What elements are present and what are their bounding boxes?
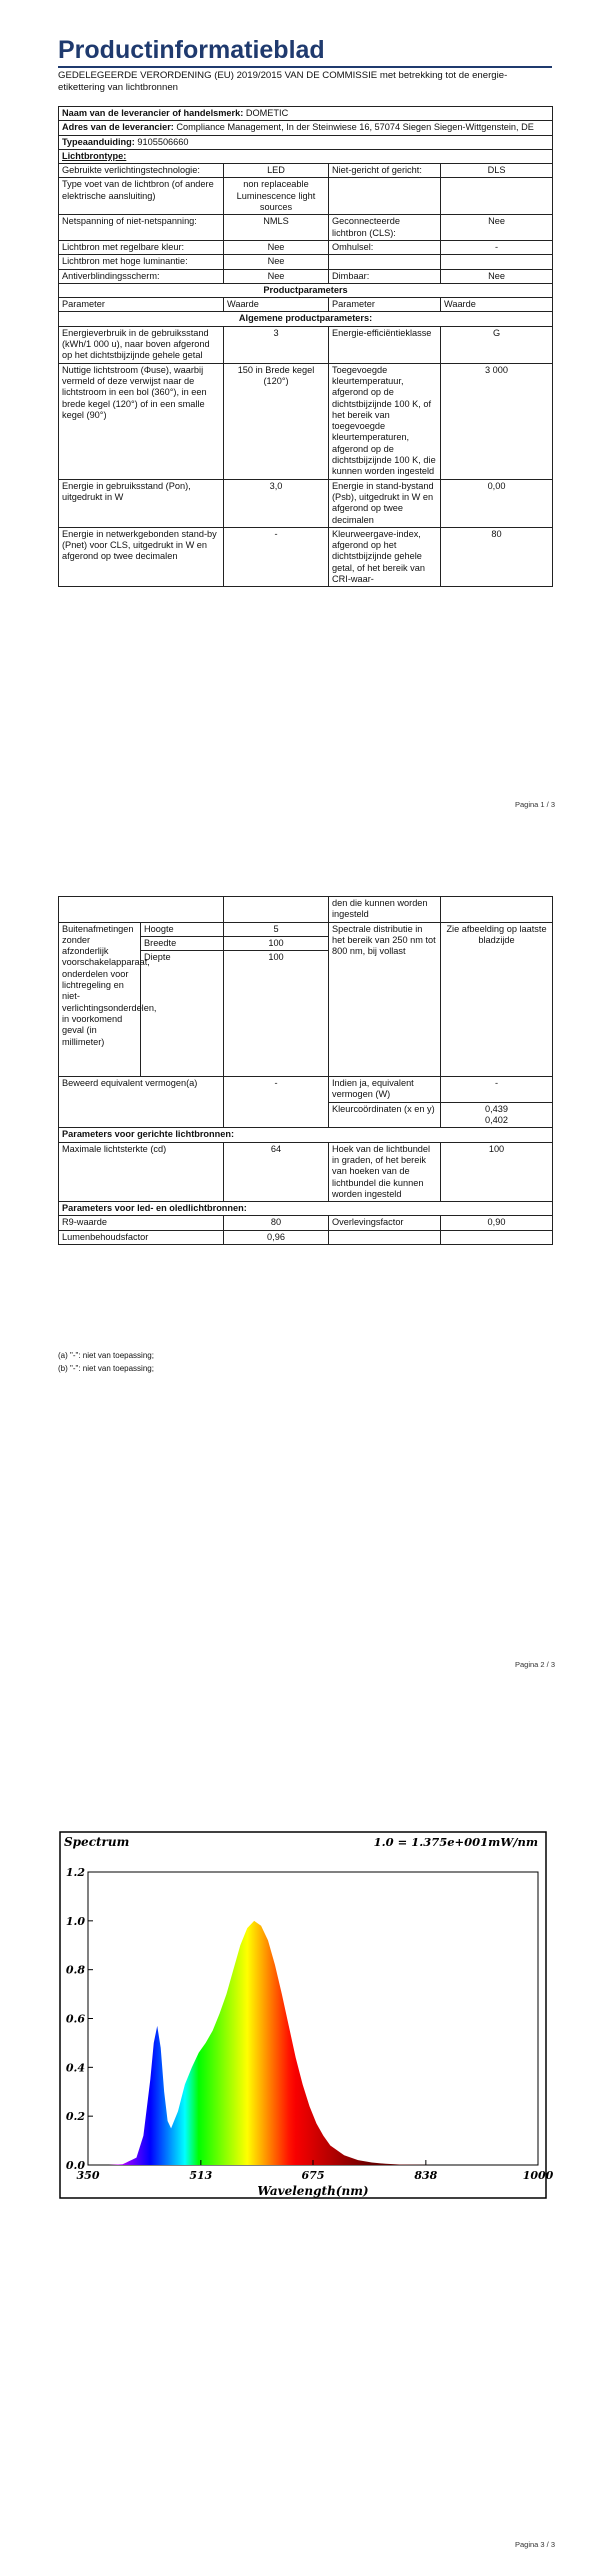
carry-text: den die kunnen worden ingesteld [329, 897, 441, 923]
type-value [441, 255, 553, 269]
chart-title: Spectrum [64, 1835, 130, 1849]
supplier-address-label: Adres van de leverancier: [62, 122, 174, 133]
type-row [59, 255, 553, 269]
param-value: 0,96 [224, 1230, 329, 1244]
carry-row [59, 897, 553, 923]
param-name [329, 1230, 441, 1244]
general-row [59, 527, 553, 586]
spectrum-chart [58, 1830, 554, 2200]
type-param: Omhulsel: [329, 240, 441, 254]
param-value: 64 [224, 1142, 329, 1201]
type-value: Nee [441, 215, 553, 241]
param-name: R9-waarde [59, 1216, 224, 1230]
type-value: DLS [441, 164, 553, 178]
equiv2-label: Indien ja, equivalent vermogen (W) [329, 1077, 441, 1103]
param-value: 0,00 [441, 479, 553, 527]
type-param: Dimbaar: [329, 269, 441, 283]
type-value [441, 178, 553, 215]
general-row [59, 326, 553, 363]
column-header-row [59, 298, 553, 312]
model-row [59, 135, 553, 149]
param-value: G [441, 326, 553, 363]
x-tick-label: 513 [189, 2169, 213, 2182]
dims-row [59, 922, 553, 936]
dim-name: Hoogte [141, 922, 224, 936]
param-name: Hoek van de lichtbundel in graden, of het bereik van hoeken van de lichtbundel die kunnen worden ingesteld [329, 1142, 441, 1201]
page-number: Pagina 1 / 3 [514, 800, 555, 809]
param-value: 3,0 [224, 479, 329, 527]
param-value: 3 [224, 326, 329, 363]
param-name: Overlevingsfactor [329, 1216, 441, 1230]
param-value [441, 1230, 553, 1244]
param-value: 0,90 [441, 1216, 553, 1230]
footnote-b: (b) "-": niet van toepassing; [58, 1364, 154, 1373]
page-number: Pagina 2 / 3 [514, 1660, 555, 1669]
column-header: Waarde [224, 298, 329, 312]
y-tick-label: 0.4 [65, 2061, 85, 2075]
led-header: Parameters voor led- en oledlichtbronnen: [59, 1202, 553, 1216]
y-tick-label: 1.0 [65, 1914, 85, 1928]
param-value: 3 000 [441, 363, 553, 479]
y-tick-label: 0.8 [65, 1963, 85, 1977]
y-tick-label: 0.2 [65, 2110, 85, 2124]
type-row [59, 164, 553, 178]
param-name: Lumenbehoudsfactor [59, 1230, 224, 1244]
param-name: Energie in netwerkgebonden stand-by (Pnet) voor CLS, uitgedrukt in W en afgerond op twee decimalen [59, 527, 224, 586]
lightsource-type-label: Lichtbrontype: [59, 149, 553, 163]
x-tick-label: 675 [301, 2169, 325, 2182]
page-2 [0, 880, 603, 1680]
spectrum-area [88, 1921, 538, 2165]
page-3 [0, 1760, 603, 2560]
spectral-value: Zie afbeelding op laatste bladzijde [441, 922, 553, 1077]
x-tick-label: 838 [414, 2169, 438, 2182]
param-name: Kleurweergave-index, afgerond op het dichtstbijzijnde gehele getal, of het bereik van CRI-waar- [329, 527, 441, 586]
type-param: Lichtbron met hoge luminantie: [59, 255, 224, 269]
regulation-text: GEDELEGEERDE VERORDENING (EU) 2019/2015 VAN DE COMMISSIE met betrekking tot de energie-etikettering van lichtbronnen [58, 70, 508, 93]
type-param [329, 178, 441, 215]
chroma-y: 0,402 [485, 1115, 508, 1126]
equiv-value: - [224, 1077, 329, 1128]
chroma-x: 0,439 [485, 1103, 508, 1114]
param-name: Energie in gebruiksstand (Pon), uitgedrukt in W [59, 479, 224, 527]
dim-value: 100 [224, 936, 329, 950]
type-param: Lichtbron met regelbare kleur: [59, 240, 224, 254]
chart-annotation: 1.0 = 1.375e+001mW/nm [373, 1835, 538, 1849]
model-value: 9105506660 [137, 136, 189, 147]
column-header: Waarde [441, 298, 553, 312]
x-tick-label: 350 [76, 2169, 100, 2182]
param-name: Maximale lichtsterkte (cd) [59, 1142, 224, 1201]
column-header: Parameter [329, 298, 441, 312]
model-label: Typeaanduiding: [62, 136, 135, 147]
type-value: LED [224, 164, 329, 178]
type-param: Antiverblindingsscherm: [59, 269, 224, 283]
page-1 [0, 0, 603, 820]
spectral-label: Spectrale distributie in het bereik van 250 nm tot 800 nm, bij vollast [329, 922, 441, 1077]
supplier-name-row [59, 107, 553, 121]
led-header-row [59, 1202, 553, 1216]
general-row [59, 479, 553, 527]
param-value: 150 in Brede kegel (120°) [224, 363, 329, 479]
led-row [59, 1216, 553, 1230]
x-axis-label: Wavelength(nm) [257, 2184, 369, 2198]
supplier-address-row [59, 121, 553, 135]
directional-header-row [59, 1128, 553, 1142]
lightsource-type-row [59, 149, 553, 163]
type-value: - [441, 240, 553, 254]
dims-label: Buitenafmetingen zonder afzonderlijk voorschakelapparaat, onderdelen voor lichtregeling en niet-verlichtingsonderdelen, in voorkomend geval (in millimeter) [59, 922, 141, 1077]
param-value: 100 [441, 1142, 553, 1201]
product-info-table-continued [58, 896, 553, 1245]
type-param: Gebruikte verlichtingstechnologie: [59, 164, 224, 178]
type-row [59, 215, 553, 241]
param-value: 80 [224, 1216, 329, 1230]
type-param: Geconnecteerde lichtbron (CLS): [329, 215, 441, 241]
type-row [59, 178, 553, 215]
general-header-row [59, 312, 553, 326]
param-name: Toegevoegde kleurtemperatuur, afgerond op de dichtstbijzijnde 100 K, of het bereik van toegevoegde kleurtemperaturen, afgerond op de dichtstbijzijnde 100 K, die kunnen worden ingesteld [329, 363, 441, 479]
dim-name: Breedte [141, 936, 224, 950]
param-name: Nuttige lichtstroom (Φuse), waarbij vermeld of deze verwijst naar de lichtstroom in een bol (360°), in een brede kegel (120°) of in een smalle kegel (90°) [59, 363, 224, 479]
type-value: Nee [224, 255, 329, 269]
x-tick-label: 1000 [522, 2169, 554, 2182]
param-name: Energie in stand-bystand (Psb), uitgedrukt in W en afgerond op twee decimalen [329, 479, 441, 527]
document-title: Productinformatieblad [58, 36, 325, 64]
column-header: Parameter [59, 298, 224, 312]
type-param: Type voet van de lichtbron (of andere elektrische aansluiting) [59, 178, 224, 215]
equivalent-row [59, 1077, 553, 1103]
supplier-name-label: Naam van de leverancier of handelsmerk: [62, 108, 244, 118]
y-tick-label: 0.6 [65, 2012, 85, 2026]
supplier-address-value: Compliance Management, In der Steinwiese 16, 57074 Siegen Siegen-Wittgenstein, DE [176, 122, 534, 133]
supplier-name-value: DOMETIC [245, 108, 289, 118]
equiv-label: Beweerd equivalent vermogen(a) [59, 1077, 224, 1128]
type-value: non replaceable Luminescence light sources [224, 178, 329, 215]
dim-value: 5 [224, 922, 329, 936]
page-number: Pagina 3 / 3 [514, 2540, 555, 2549]
directional-row [59, 1142, 553, 1201]
directional-header: Parameters voor gerichte lichtbronnen: [59, 1128, 553, 1142]
type-value: Nee [441, 269, 553, 283]
param-name: Energie-efficiëntieklasse [329, 326, 441, 363]
y-tick-label: 0.0 [65, 2159, 85, 2172]
type-value: NMLS [224, 215, 329, 241]
general-row [59, 363, 553, 479]
param-value: - [224, 527, 329, 586]
dim-name: Diepte [141, 951, 224, 1077]
type-value: Nee [224, 240, 329, 254]
type-param [329, 255, 441, 269]
param-name: Energieverbruik in de gebruiksstand (kWh/1 000 u), naar boven afgerond op het dichtstbijzijnde gehele getal [59, 326, 224, 363]
productparameters-header: Productparameters [59, 283, 553, 297]
dim-value: 100 [224, 951, 329, 1077]
type-param: Niet-gericht of gericht: [329, 164, 441, 178]
chroma-label: Kleurcoördinaten (x en y) [329, 1102, 441, 1128]
y-tick-label: 1.2 [65, 1866, 85, 1879]
general-header: Algemene productparameters: [59, 312, 553, 326]
led-row [59, 1230, 553, 1244]
footnote-a: (a) "-": niet van toepassing; [58, 1351, 154, 1360]
param-value: 80 [441, 527, 553, 586]
productparameters-header-row [59, 283, 553, 297]
equiv2-value: - [441, 1077, 553, 1103]
product-info-table [58, 106, 553, 587]
title-rule [58, 66, 552, 68]
type-row [59, 269, 553, 283]
type-value: Nee [224, 269, 329, 283]
type-row [59, 240, 553, 254]
type-param: Netspanning of niet-netspanning: [59, 215, 224, 241]
